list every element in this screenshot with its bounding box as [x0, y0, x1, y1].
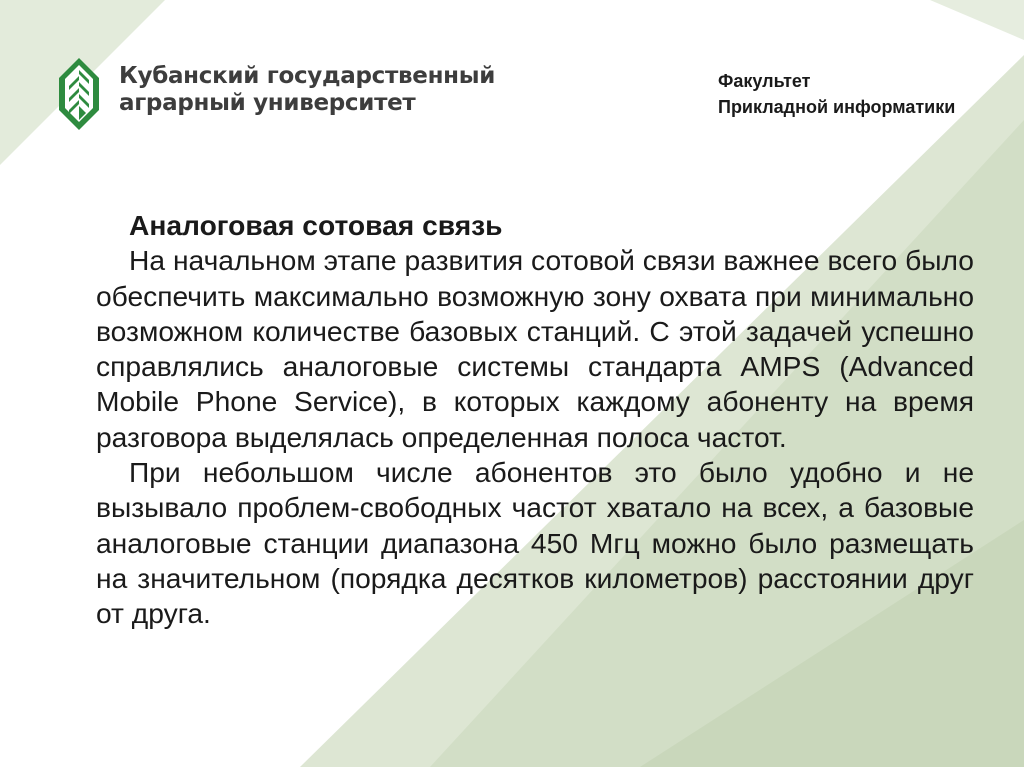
- paragraph-2: При небольшом числе абонентов это было удобно и не вызывало проблем-свободных частот хватало на всех, а базовые аналоговые станции диапазона 450 Мгц можно было размещать на значительном (порядка десятков километров) расстоянии друг от друга.: [96, 456, 974, 630]
- university-name: [119, 63, 495, 117]
- university-logo: [55, 56, 103, 132]
- slide-body: [96, 208, 974, 632]
- faculty-name-line2: Прикладной информатики: [718, 97, 956, 117]
- university-name-line1: Кубанский государственный: [119, 63, 496, 89]
- slide-heading: Аналоговая сотовая связь: [129, 209, 503, 241]
- faculty-name: [718, 68, 955, 120]
- paragraph-1: На начальном этапе развития сотовой связи важнее всего было обеспечить максимально возможную зону охвата при минимально возможном количестве базовых станций. С этой задачей успешно справлялись аналоговые системы стандарта AMPS (Advanced Mobile Phone Service), в которых каждому абоненту на время разговора выделялась определенная полоса частот.: [96, 244, 974, 453]
- faculty-name-line1: Факультет: [718, 71, 811, 91]
- university-name-line2: аграрный университет: [119, 90, 416, 116]
